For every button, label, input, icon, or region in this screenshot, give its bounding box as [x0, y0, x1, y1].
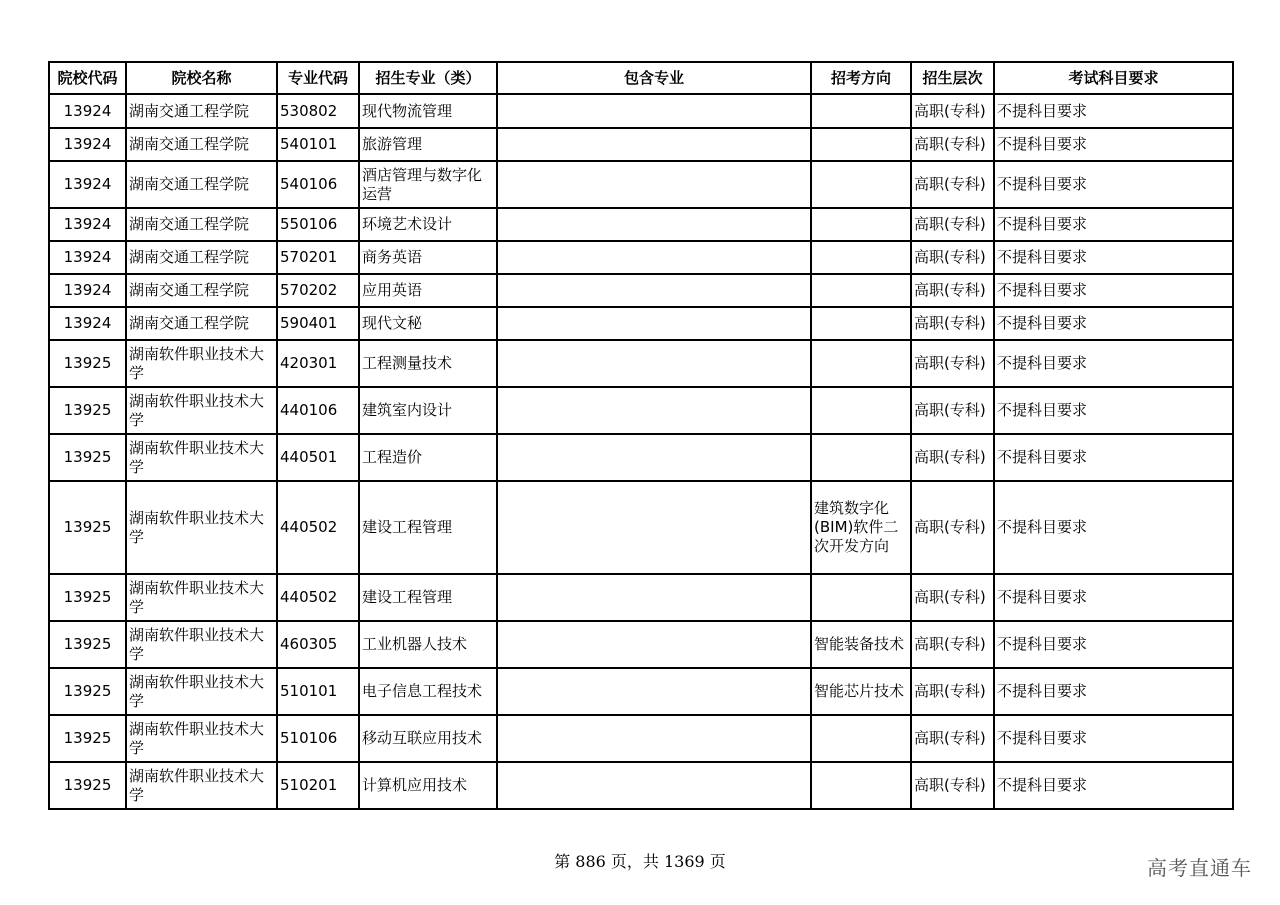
cell-major-code: 540106 [277, 161, 359, 208]
cell-major-code: 510201 [277, 762, 359, 809]
cell-subject-requirement: 不提科目要求 [994, 128, 1233, 161]
table-row [49, 340, 1233, 387]
cell-level: 高职(专科) [911, 762, 994, 809]
table-row [49, 241, 1233, 274]
cell-subject-requirement: 不提科目要求 [994, 481, 1233, 574]
cell-level: 高职(专科) [911, 128, 994, 161]
cell-major: 工程测量技术 [359, 340, 497, 387]
cell-major-code: 570201 [277, 241, 359, 274]
cell-subject-requirement: 不提科目要求 [994, 161, 1233, 208]
cell-major-code: 530802 [277, 94, 359, 128]
cell-major-code: 540101 [277, 128, 359, 161]
cell-level: 高职(专科) [911, 274, 994, 307]
header-subject-requirement: 考试科目要求 [994, 62, 1233, 94]
cell-direction [811, 241, 911, 274]
cell-direction: 智能装备技术 [811, 621, 911, 668]
cell-level: 高职(专科) [911, 161, 994, 208]
header-school-name: 院校名称 [126, 62, 277, 94]
cell-included-majors [497, 574, 811, 621]
cell-major: 现代物流管理 [359, 94, 497, 128]
cell-major: 现代文秘 [359, 307, 497, 340]
header-direction: 招考方向 [811, 62, 911, 94]
table-header-row [49, 62, 1233, 94]
cell-school-code: 13925 [49, 762, 126, 809]
cell-level: 高职(专科) [911, 340, 994, 387]
cell-level: 高职(专科) [911, 208, 994, 241]
cell-school-name: 湖南软件职业技术大学 [126, 481, 277, 574]
table-row [49, 94, 1233, 128]
cell-included-majors [497, 668, 811, 715]
table-row [49, 208, 1233, 241]
table-row [49, 621, 1233, 668]
cell-level: 高职(专科) [911, 621, 994, 668]
cell-direction [811, 574, 911, 621]
header-major: 招生专业（类） [359, 62, 497, 94]
cell-school-code: 13924 [49, 274, 126, 307]
table-row [49, 715, 1233, 762]
cell-school-code: 13925 [49, 621, 126, 668]
table-row [49, 161, 1233, 208]
cell-school-code: 13924 [49, 241, 126, 274]
cell-included-majors [497, 715, 811, 762]
cell-major: 建筑室内设计 [359, 387, 497, 434]
cell-major: 酒店管理与数字化运营 [359, 161, 497, 208]
table-row [49, 128, 1233, 161]
admissions-table [48, 61, 1234, 810]
cell-school-code: 13924 [49, 208, 126, 241]
cell-major: 应用英语 [359, 274, 497, 307]
cell-major: 电子信息工程技术 [359, 668, 497, 715]
cell-school-code: 13925 [49, 387, 126, 434]
cell-subject-requirement: 不提科目要求 [994, 307, 1233, 340]
cell-school-code: 13924 [49, 161, 126, 208]
cell-included-majors [497, 241, 811, 274]
cell-included-majors [497, 161, 811, 208]
cell-school-code: 13925 [49, 340, 126, 387]
cell-level: 高职(专科) [911, 574, 994, 621]
cell-included-majors [497, 128, 811, 161]
cell-direction [811, 387, 911, 434]
header-school-code: 院校代码 [49, 62, 126, 94]
cell-direction [811, 762, 911, 809]
cell-level: 高职(专科) [911, 668, 994, 715]
cell-direction [811, 434, 911, 481]
cell-major-code: 420301 [277, 340, 359, 387]
cell-school-code: 13924 [49, 307, 126, 340]
cell-major-code: 510101 [277, 668, 359, 715]
cell-school-name: 湖南软件职业技术大学 [126, 434, 277, 481]
cell-major-code: 570202 [277, 274, 359, 307]
cell-included-majors [497, 274, 811, 307]
header-included-majors: 包含专业 [497, 62, 811, 94]
cell-subject-requirement: 不提科目要求 [994, 668, 1233, 715]
cell-level: 高职(专科) [911, 481, 994, 574]
cell-level: 高职(专科) [911, 715, 994, 762]
cell-direction [811, 208, 911, 241]
cell-school-name: 湖南软件职业技术大学 [126, 574, 277, 621]
cell-school-name: 湖南软件职业技术大学 [126, 715, 277, 762]
cell-direction [811, 94, 911, 128]
cell-direction: 建筑数字化(BIM)软件二次开发方向 [811, 481, 911, 574]
cell-school-name: 湖南交通工程学院 [126, 241, 277, 274]
cell-subject-requirement: 不提科目要求 [994, 715, 1233, 762]
cell-major: 旅游管理 [359, 128, 497, 161]
cell-school-name: 湖南交通工程学院 [126, 128, 277, 161]
cell-school-name: 湖南交通工程学院 [126, 94, 277, 128]
cell-level: 高职(专科) [911, 94, 994, 128]
cell-major-code: 440106 [277, 387, 359, 434]
table-body [49, 94, 1233, 809]
cell-major-code: 460305 [277, 621, 359, 668]
cell-major-code: 440501 [277, 434, 359, 481]
cell-direction [811, 161, 911, 208]
table-row [49, 668, 1233, 715]
cell-school-name: 湖南交通工程学院 [126, 274, 277, 307]
cell-major: 商务英语 [359, 241, 497, 274]
cell-major: 工业机器人技术 [359, 621, 497, 668]
cell-major: 工程造价 [359, 434, 497, 481]
cell-major: 环境艺术设计 [359, 208, 497, 241]
cell-subject-requirement: 不提科目要求 [994, 762, 1233, 809]
cell-subject-requirement: 不提科目要求 [994, 574, 1233, 621]
cell-included-majors [497, 762, 811, 809]
cell-included-majors [497, 208, 811, 241]
cell-level: 高职(专科) [911, 387, 994, 434]
table-row [49, 481, 1233, 574]
cell-included-majors [497, 434, 811, 481]
cell-included-majors [497, 387, 811, 434]
cell-major: 移动互联应用技术 [359, 715, 497, 762]
header-major-code: 专业代码 [277, 62, 359, 94]
cell-subject-requirement: 不提科目要求 [994, 387, 1233, 434]
cell-major: 计算机应用技术 [359, 762, 497, 809]
cell-major: 建设工程管理 [359, 574, 497, 621]
table-row [49, 574, 1233, 621]
cell-school-name: 湖南交通工程学院 [126, 161, 277, 208]
cell-school-code: 13925 [49, 434, 126, 481]
cell-major: 建设工程管理 [359, 481, 497, 574]
cell-subject-requirement: 不提科目要求 [994, 621, 1233, 668]
cell-school-code: 13924 [49, 128, 126, 161]
table-row [49, 387, 1233, 434]
cell-major-code: 550106 [277, 208, 359, 241]
cell-subject-requirement: 不提科目要求 [994, 208, 1233, 241]
cell-school-name: 湖南交通工程学院 [126, 307, 277, 340]
cell-school-code: 13925 [49, 574, 126, 621]
cell-major-code: 510106 [277, 715, 359, 762]
cell-school-name: 湖南软件职业技术大学 [126, 340, 277, 387]
watermark: 高考直通车 [1147, 856, 1252, 880]
table-row [49, 434, 1233, 481]
cell-school-name: 湖南软件职业技术大学 [126, 762, 277, 809]
table-row [49, 307, 1233, 340]
cell-major-code: 440502 [277, 481, 359, 574]
cell-direction: 智能芯片技术 [811, 668, 911, 715]
table-row [49, 762, 1233, 809]
cell-subject-requirement: 不提科目要求 [994, 434, 1233, 481]
cell-direction [811, 715, 911, 762]
cell-school-code: 13925 [49, 481, 126, 574]
cell-direction [811, 274, 911, 307]
cell-subject-requirement: 不提科目要求 [994, 274, 1233, 307]
cell-included-majors [497, 621, 811, 668]
cell-major-code: 590401 [277, 307, 359, 340]
cell-school-name: 湖南软件职业技术大学 [126, 621, 277, 668]
cell-direction [811, 307, 911, 340]
cell-school-code: 13925 [49, 668, 126, 715]
cell-level: 高职(专科) [911, 307, 994, 340]
cell-included-majors [497, 94, 811, 128]
table-row [49, 274, 1233, 307]
page-number: 第 886 页，共 1369 页 [554, 852, 726, 871]
cell-subject-requirement: 不提科目要求 [994, 94, 1233, 128]
cell-level: 高职(专科) [911, 434, 994, 481]
cell-school-code: 13924 [49, 94, 126, 128]
header-level: 招生层次 [911, 62, 994, 94]
cell-included-majors [497, 481, 811, 574]
cell-subject-requirement: 不提科目要求 [994, 340, 1233, 387]
cell-school-name: 湖南交通工程学院 [126, 208, 277, 241]
cell-school-code: 13925 [49, 715, 126, 762]
cell-school-name: 湖南软件职业技术大学 [126, 387, 277, 434]
cell-school-name: 湖南软件职业技术大学 [126, 668, 277, 715]
cell-direction [811, 340, 911, 387]
cell-subject-requirement: 不提科目要求 [994, 241, 1233, 274]
cell-included-majors [497, 307, 811, 340]
cell-included-majors [497, 340, 811, 387]
cell-level: 高职(专科) [911, 241, 994, 274]
cell-major-code: 440502 [277, 574, 359, 621]
cell-direction [811, 128, 911, 161]
